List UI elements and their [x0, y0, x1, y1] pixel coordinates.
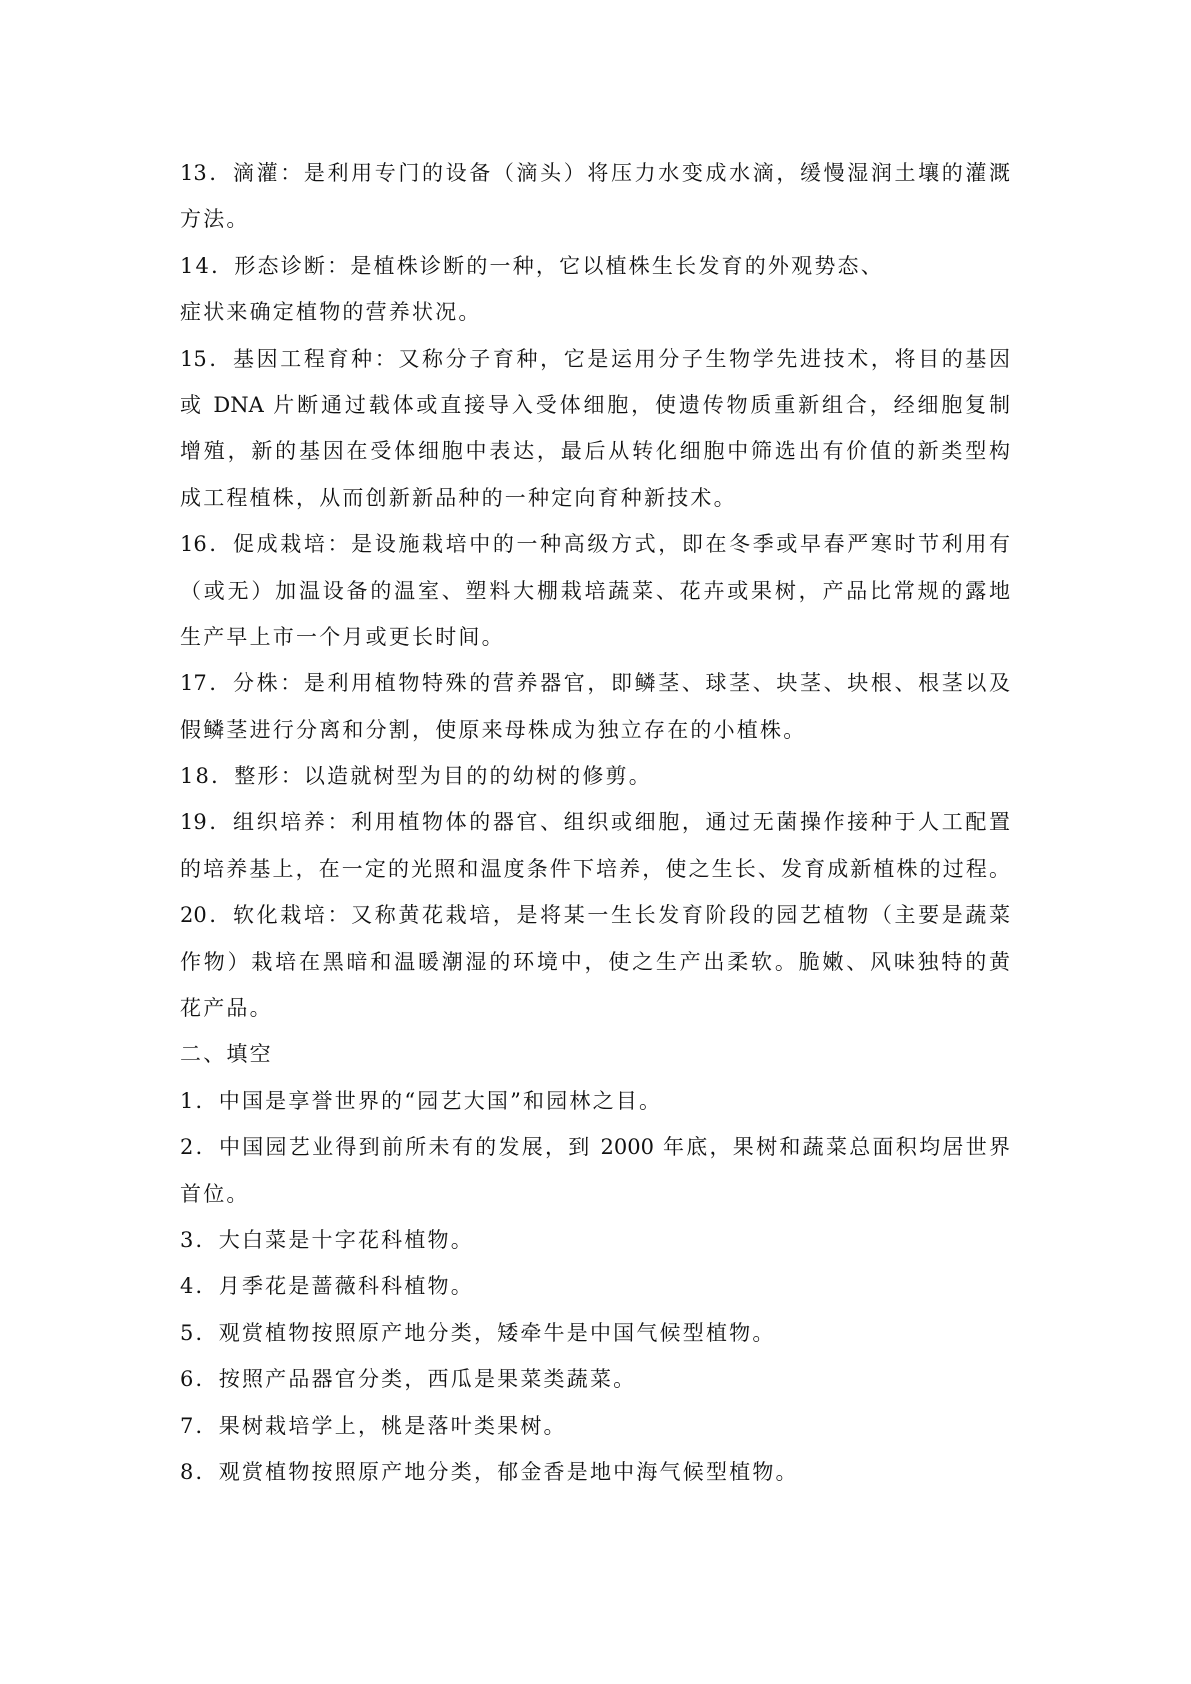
- text-line: 作物）栽培在黑暗和温暖潮湿的环境中，使之生产出柔软。脆嫩、风味独特的黄: [180, 949, 1010, 974]
- text-line: 方法。: [180, 207, 250, 232]
- text-line: 18．整形：以造就树型为目的的幼树的修剪。: [180, 764, 652, 789]
- text-line: 增殖，新的基因在受体细胞中表达，最后从转化细胞中筛选出有价值的新类型构: [180, 439, 1010, 464]
- text-line: 7．果树栽培学上，桃是落叶类果树。: [180, 1413, 567, 1438]
- text-line: 首位。: [180, 1181, 250, 1206]
- text-line: 的培养基上，在一定的光照和温度条件下培养，使之生长、发育成新植株的过程。: [180, 856, 1010, 881]
- text-line: 13．滴灌：是利用专门的设备（滴头）将压力水变成水滴，缓慢湿润土壤的灌溉: [180, 161, 1010, 185]
- text-line: 2．中国园艺业得到前所未有的发展，到 2000 年底，果树和蔬菜总面积均居世界: [180, 1135, 1010, 1160]
- text-line: 1．中国是享誉世界的“园艺大国”和园林之目。: [180, 1088, 663, 1113]
- section-heading: 二、填空: [180, 1042, 273, 1067]
- text-line: 8．观赏植物按照原产地分类，郁金香是地中海气候型植物。: [180, 1459, 799, 1484]
- text-line: 3．大白菜是十字花科植物。: [180, 1227, 474, 1252]
- text-line: 17．分株：是利用植物特殊的营养器官，即鳞茎、球茎、块茎、块根、根茎以及: [180, 671, 1010, 696]
- text-line: 19．组织培养：利用植物体的器官、组织或细胞，通过无菌操作接种于人工配置: [180, 810, 1010, 835]
- text-line: 成工程植株，从而创新新品种的一种定向育种新技术。: [180, 485, 737, 510]
- text-line: 5．观赏植物按照原产地分类，矮牵牛是中国气候型植物。: [180, 1320, 776, 1345]
- text-line: 4．月季花是蔷薇科科植物。: [180, 1274, 474, 1299]
- text-line: 20．软化栽培：又称黄花栽培，是将某一生长发育阶段的园艺植物（主要是蔬菜: [180, 903, 1010, 928]
- text-line: 15．基因工程育种：又称分子育种，它是运用分子生物学先进技术，将目的基因: [180, 346, 1010, 371]
- text-line: 生产早上市一个月或更长时间。: [180, 624, 505, 649]
- text-line: 或 DNA 片断通过载体或直接导入受体细胞，使遗传物质重新组合，经细胞复制: [180, 392, 1010, 417]
- document-body: [180, 150, 1010, 1495]
- text-line: 花产品。: [180, 996, 273, 1021]
- text-line: 症状来确定植物的营养状况。: [180, 300, 482, 325]
- text-line: 假鳞茎进行分离和分割，使原来母株成为独立存在的小植株。: [180, 717, 807, 742]
- text-line: （或无）加温设备的温室、塑料大棚栽培蔬菜、花卉或果树，产品比常规的露地: [180, 578, 1010, 603]
- text-line: 16．促成栽培：是设施栽培中的一种高级方式，即在冬季或早春严寒时节利用有: [180, 532, 1010, 557]
- text-line: 6．按照产品器官分类，西瓜是果菜类蔬菜。: [180, 1367, 637, 1392]
- text-line: 14．形态诊断：是植株诊断的一种，它以植株生长发育的外观势态、: [180, 253, 884, 278]
